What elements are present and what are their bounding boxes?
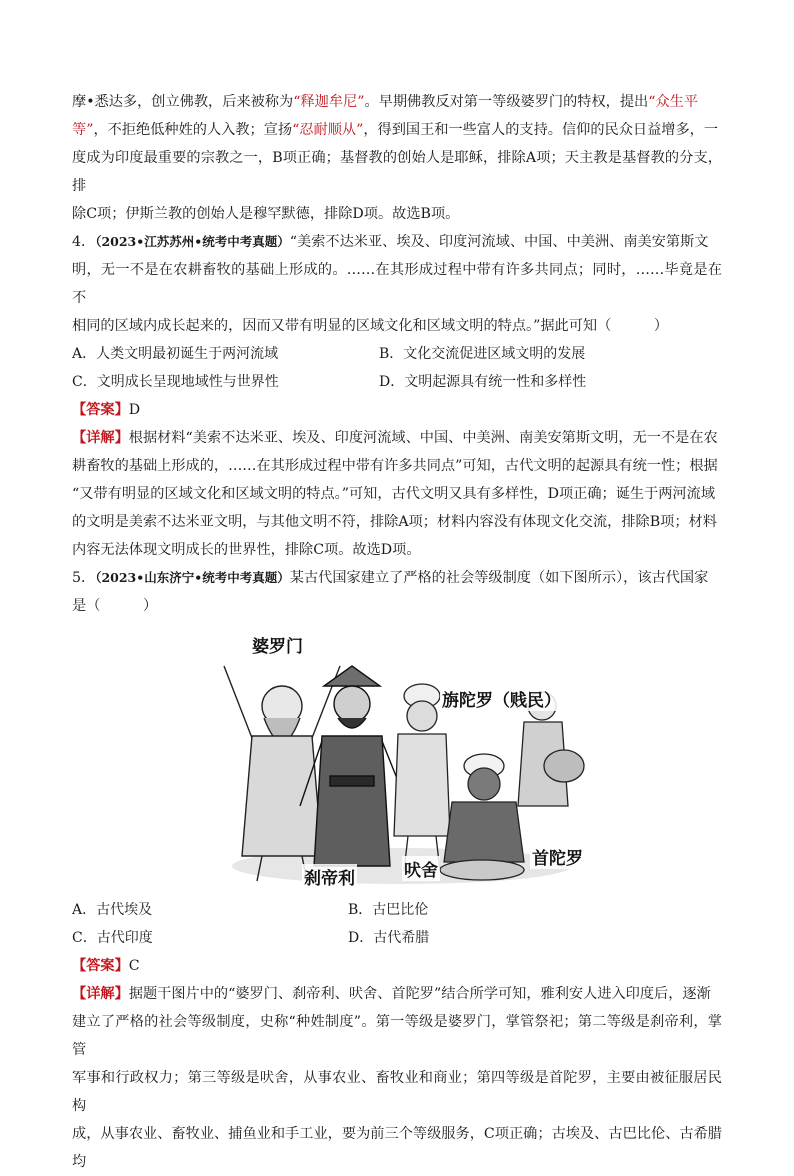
question-number: 4．: [72, 234, 96, 250]
option-d: D．古代希腊: [348, 930, 430, 946]
options-row: [72, 924, 722, 952]
option-c: C．文明成长呈现地域性与世界性: [72, 374, 279, 390]
detail-text: 根据材料“美索不达米亚、埃及、印度河流域、中国、中美洲、南美安第斯文明，无一不是在农: [128, 430, 718, 446]
answer-label: 【答案】: [72, 402, 129, 418]
question-stem: [72, 228, 722, 256]
document-page: [72, 88, 722, 1176]
label-shudra: 首陀罗: [530, 844, 585, 869]
text-line: [72, 88, 722, 116]
detail-line: 耕畜牧的基础上形成的，……在其形成过程中带有许多共同点”可知，古代文明的起源具有统一性；根据: [72, 458, 718, 474]
question-number: 5．: [72, 570, 96, 586]
answer-label: 【答案】: [72, 958, 129, 974]
stem-line: 明，无一不是在农耕畜牧的基础上形成的。……在其形成过程中带有许多共同点；同时，……毕竟是在不: [72, 262, 722, 306]
quoted-term: “释迦牟尼”: [293, 94, 365, 110]
detail-line: [72, 424, 722, 452]
question-5: [72, 564, 722, 1176]
detail-line: [72, 980, 722, 1008]
detail-line: 军事和行政权力；第三等级是吠舍，从事农业、畜牧业和商业；第四等级是首陀罗，主要由被征服居民构: [72, 1070, 722, 1114]
detail-line: 内容无法体现文明成长的世界性，排除C项。故选D项。: [72, 542, 421, 558]
answer-line: [72, 952, 722, 980]
question-stem: [72, 564, 722, 592]
quoted-term: 等”: [72, 122, 94, 138]
options-row: [72, 368, 722, 396]
q3-explanation-continued: [72, 88, 722, 228]
label-kshatriya: 刹帝利: [302, 864, 357, 889]
stem-line: 是（ ）: [72, 598, 158, 614]
question-source: （2023•江苏苏州•统考中考真题）: [95, 234, 290, 249]
label-vaishya: 吠舍: [402, 856, 440, 881]
text-line: 度成为印度最重要的宗教之一，B项正确；基督教的创始人是耶稣，排除A项；天主教是基督教的分支，排: [72, 150, 722, 194]
option-c: C．古代印度: [72, 930, 153, 946]
option-d: D．文明起源具有统一性和多样性: [379, 374, 587, 390]
detail-text: 据题干图片中的“婆罗门、刹帝利、吠舍、首陀罗”结合所学可知，雅利安人进入印度后，逐渐: [128, 986, 711, 1002]
quoted-term: “忍耐顺从”: [292, 122, 364, 138]
options-row: [72, 896, 722, 924]
stem-text: 某古代国家建立了严格的社会等级制度（如下图所示），该古代国家: [289, 570, 709, 586]
text-span: ，得到国王和一些富人的支持。信仰的民众日益增多，一: [363, 122, 719, 138]
text-span: 摩•悉达多，创立佛教，后来被称为: [72, 94, 294, 110]
text-line: [72, 116, 722, 144]
detail-line: “又带有明显的区域文化和区域文明的特点。”可知，古代文明又具有多样性，D项正确；诞生于两河流域: [72, 486, 716, 502]
caste-illustration: [212, 626, 588, 894]
label-brahmin: 婆罗门: [250, 632, 305, 657]
answer-value: D: [128, 402, 141, 418]
question-4: [72, 228, 722, 564]
text-line: 除C项；伊斯兰教的创始人是穆罕默德，排除D项。故选B项。: [72, 206, 460, 222]
stem-text: “美索不达米亚、埃及、印度河流域、中国、中美洲、南美安第斯文: [289, 234, 709, 250]
option-b: B．古巴比伦: [348, 902, 429, 918]
options-row: [72, 340, 722, 368]
question-source: （2023•山东济宁•统考中考真题）: [95, 570, 290, 585]
option-a: A．古代埃及: [72, 902, 153, 918]
detail-line: 成，从事农业、畜牧业、捕鱼业和手工业，要为前三个等级服务，C项正确；古埃及、古巴比伦、古希腊均: [72, 1126, 722, 1170]
detail-line: 的文明是美索不达米亚文明，与其他文明不符，排除A项；材料内容没有体现文化交流，排除B项；材料: [72, 514, 717, 530]
label-chandala: 旃陀罗（贱民）: [440, 686, 563, 711]
text-span: 。早期佛教反对第一等级婆罗门的特权，提出: [364, 94, 649, 110]
option-b: B．文化交流促进区域文明的发展: [379, 346, 586, 362]
answer-line: [72, 396, 722, 424]
answer-value: C: [128, 958, 140, 974]
detail-line: 建立了严格的社会等级制度，史称“种姓制度”。第一等级是婆罗门，掌管祭祀；第二等级是刹帝利，掌管: [72, 1014, 722, 1058]
text-span: ，不拒绝低种姓的人入教；宣扬: [93, 122, 293, 138]
option-a: A．人类文明最初诞生于两河流域: [72, 346, 279, 362]
detail-label: 【详解】: [72, 430, 129, 446]
stem-line: 相同的区域内成长起来的，因而又带有明显的区域文化和区域文明的特点。”据此可知（ ）: [72, 318, 669, 334]
quoted-term: “众生平: [648, 94, 699, 110]
detail-label: 【详解】: [72, 986, 129, 1002]
